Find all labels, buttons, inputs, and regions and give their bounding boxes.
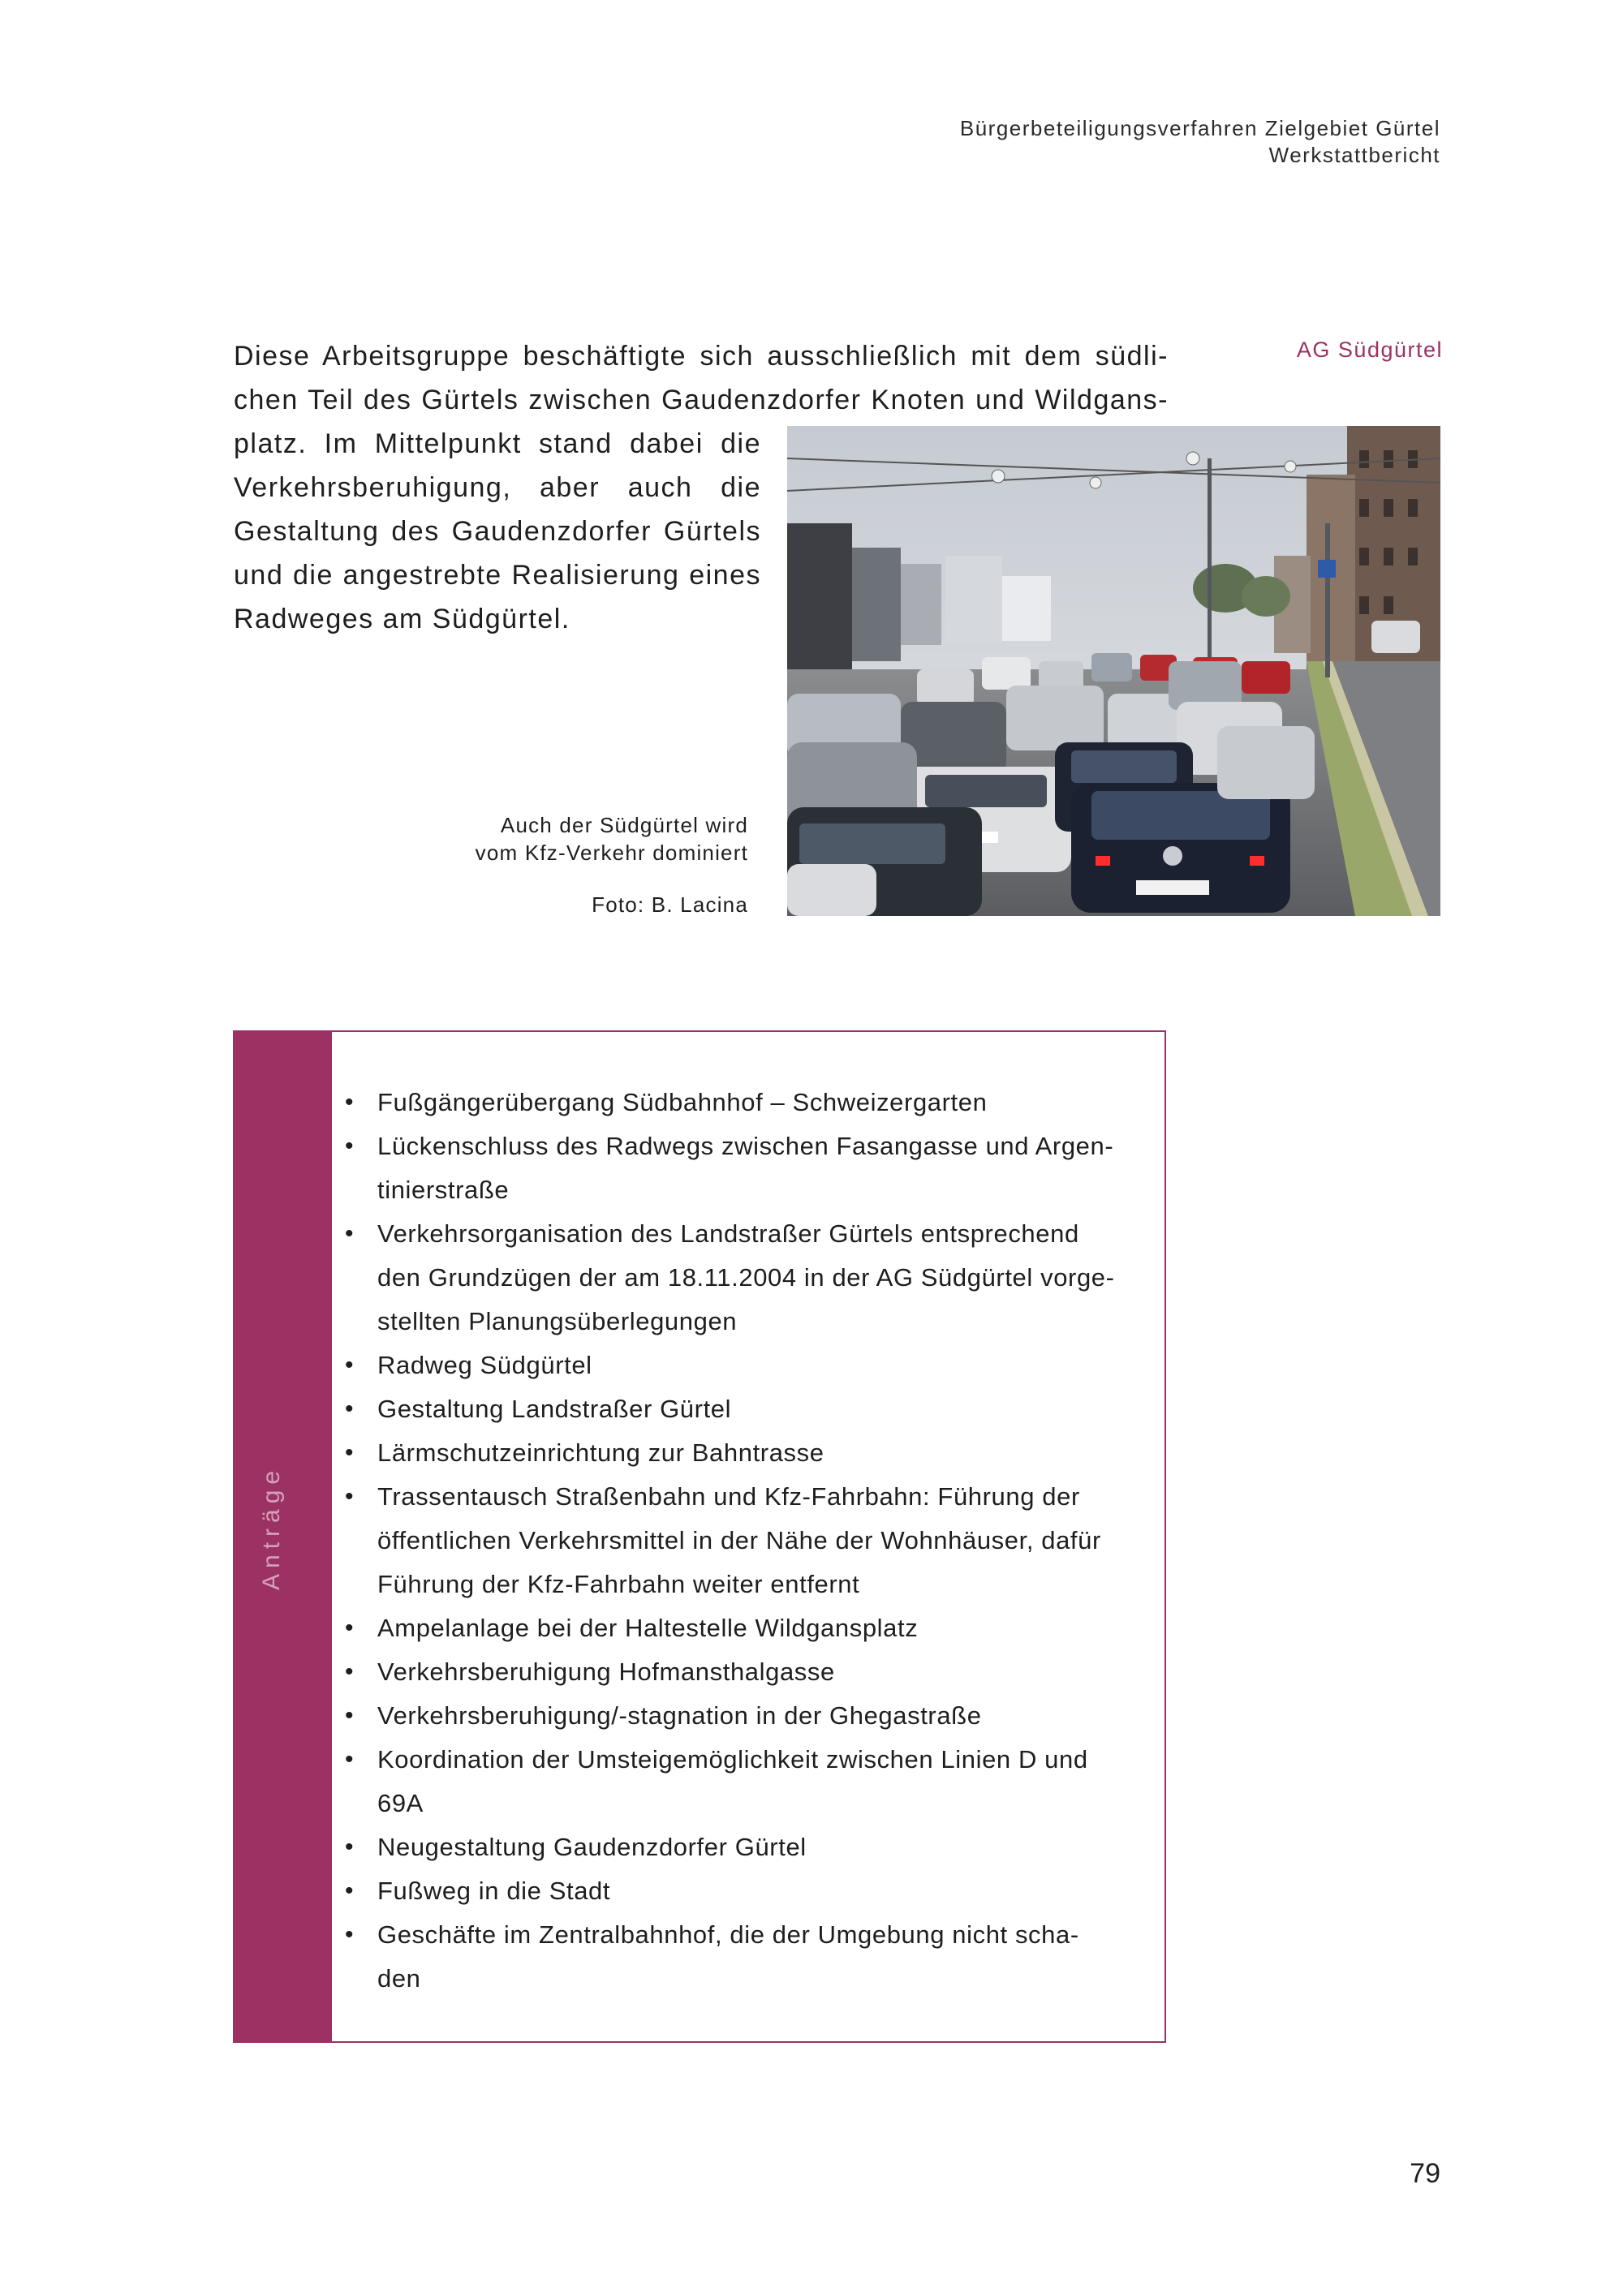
- list-item-line: • Verkehrsberuhigung Hofmansthalgasse: [377, 1658, 835, 1686]
- list-item: [337, 1475, 1140, 1606]
- intro-line: Gestaltung des Gaudenzdorfer Gürtels: [234, 516, 761, 547]
- list-item: [337, 1869, 1140, 1913]
- list-item-line: • Gestaltung Landstraßer Gürtel: [377, 1395, 732, 1423]
- list-item: [337, 1738, 1140, 1825]
- header-subtitle: Werkstattbericht: [1268, 143, 1440, 167]
- antraege-list: [337, 1081, 1140, 2001]
- photo-credit: Foto: B. Lacina: [592, 892, 748, 917]
- header-title: Bürgerbeteiligungsverfahren Zielgebiet Gürtel: [959, 116, 1440, 140]
- list-item: [337, 1387, 1140, 1431]
- list-item: [337, 1344, 1140, 1387]
- running-header: [960, 115, 1440, 169]
- list-item-line: Führung der Kfz-Fahrbahn weiter entfernt: [377, 1570, 860, 1598]
- traffic-photo: [787, 426, 1440, 916]
- list-item-line: 69A: [377, 1789, 424, 1817]
- list-item-line: • Fußweg in die Stadt: [377, 1877, 611, 1905]
- intro-line: Verkehrsberuhigung, aber auch die: [234, 472, 761, 503]
- list-item-line: den Grundzügen der am 18.11.2004 in der AG Südgürtel vorge-: [377, 1263, 1115, 1292]
- photo-caption: [476, 811, 748, 918]
- list-item: [337, 1825, 1140, 1869]
- intro-line: Radweges am Südgürtel.: [234, 604, 570, 634]
- list-item-line: den: [377, 1964, 421, 1993]
- list-item: [337, 1650, 1140, 1694]
- list-item: [337, 1606, 1140, 1650]
- list-item-line: • Neugestaltung Gaudenzdorfer Gürtel: [377, 1833, 807, 1861]
- list-item-line: tinierstraße: [377, 1176, 510, 1204]
- intro-line: und die angestrebte Realisierung eines: [234, 560, 761, 591]
- intro-line: platz. Im Mittelpunkt stand dabei die: [234, 428, 761, 459]
- list-item-line: • Koordination der Umsteigemöglichkeit zwischen Linien D und: [377, 1745, 1088, 1774]
- intro-line: Diese Arbeitsgruppe beschäftigte sich ausschließlich mit dem südli-: [234, 341, 1169, 372]
- traffic-photo-illustration: [787, 426, 1440, 916]
- section-label: AG Südgürtel: [1296, 338, 1443, 362]
- list-item-line: • Verkehrsorganisation des Landstraßer Gürtels entsprechend: [377, 1219, 1079, 1248]
- list-item-line: • Lückenschluss des Radwegs zwischen Fasangasse und Argen-: [377, 1132, 1114, 1160]
- intro-paragraph-wrapped: [234, 422, 761, 641]
- list-item-line: • Geschäfte im Zentralbahnhof, die der Umgebung nicht scha-: [377, 1920, 1079, 1949]
- caption-line: vom Kfz-Verkehr dominiert: [475, 841, 748, 865]
- list-item-line: • Radweg Südgürtel: [377, 1351, 592, 1379]
- intro-paragraph-top: [234, 334, 1169, 422]
- list-item-line: • Verkehrsberuhigung/-stagnation in der Ghegastraße: [377, 1701, 982, 1730]
- intro-line: chen Teil des Gürtels zwischen Gaudenzdorfer Knoten und Wildgans-: [234, 385, 1169, 415]
- list-item: [337, 1431, 1140, 1475]
- page-number: 79: [1410, 2158, 1440, 2189]
- list-item: [337, 1081, 1140, 1124]
- list-item-line: • Trassentausch Straßenbahn und Kfz-Fahrbahn: Führung der: [377, 1482, 1080, 1511]
- list-item: [337, 1694, 1140, 1738]
- list-item-line: • Fußgängerübergang Südbahnhof – Schweizergarten: [377, 1088, 988, 1116]
- list-item-line: öffentlichen Verkehrsmittel in der Nähe der Wohnhäuser, dafür: [377, 1526, 1101, 1554]
- list-item-line: • Lärmschutzeinrichtung zur Bahntrasse: [377, 1438, 824, 1467]
- list-item: [337, 1212, 1140, 1344]
- antraege-label: Anträge: [258, 1464, 285, 1590]
- list-item: [337, 1913, 1140, 2001]
- list-item-line: • Ampelanlage bei der Haltestelle Wildgansplatz: [377, 1614, 919, 1642]
- list-item: [337, 1124, 1140, 1212]
- caption-line: Auch der Südgürtel wird: [500, 813, 748, 837]
- list-item-line: stellten Planungsüberlegungen: [377, 1307, 738, 1335]
